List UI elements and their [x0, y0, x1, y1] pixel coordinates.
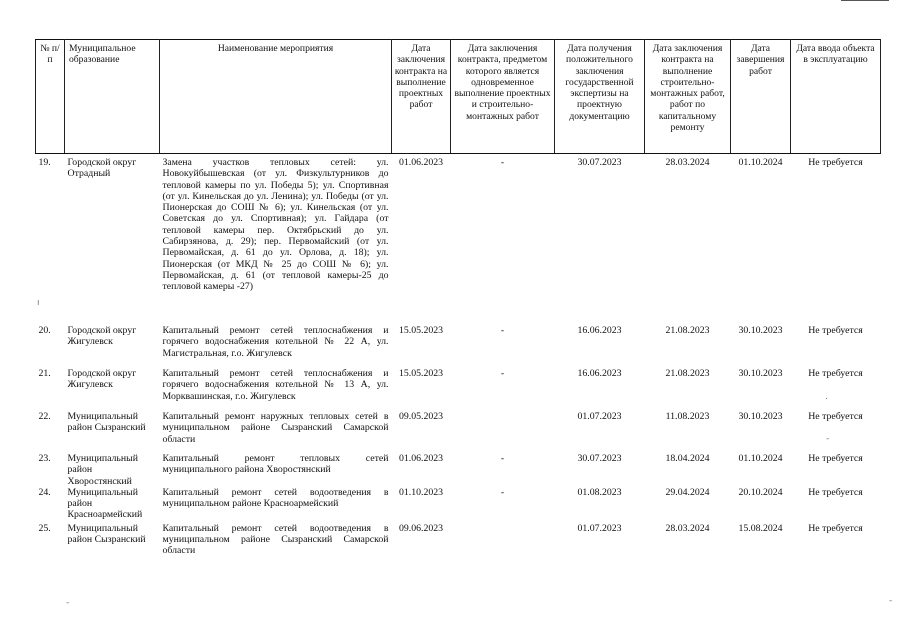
row-commissioning-date: Не требуется — [808, 522, 863, 534]
row-expertise-date: 30.07.2023 — [577, 453, 622, 464]
row-combined-contract-date: - — [500, 368, 505, 379]
scan-edge-line — [841, 0, 889, 1]
header-num: № п/п — [36, 40, 65, 154]
row-completion-date: 30.10.2023 — [738, 368, 783, 379]
row-commissioning-date: Не требуется — [808, 486, 863, 498]
row-construction-contract-date: 28.03.2024 — [665, 522, 710, 534]
row-event: Капитальный ремонт тепловых сетей муниципального района Хворостянский — [162, 453, 389, 476]
events-table — [35, 39, 881, 563]
row-construction-contract-date: 21.08.2023 — [665, 325, 710, 336]
table-row — [36, 325, 881, 368]
row-combined-contract-date: - — [500, 325, 505, 336]
row-commissioning-date: Не требуется — [808, 453, 863, 464]
row-expertise-date: 16.06.2023 — [577, 325, 622, 336]
header-expertise-date: Дата получения положительного заключения государственной экспертизы на проектную документацию — [555, 40, 645, 154]
table-header-row — [36, 40, 881, 154]
row-construction-contract-date: 28.03.2024 — [665, 157, 710, 168]
row-municipality: Городской округ Жигулевск — [67, 368, 137, 391]
row-municipality: Городской округ Отрадный — [67, 157, 137, 180]
row-num: 21. — [38, 368, 51, 379]
row-event: Капитальный ремонт сетей теплоснабжения и горячего водоснабжения котельной № 13 А, ул. Морквашинская, г.о. Жигулевск — [162, 368, 389, 402]
row-completion-date: 01.10.2024 — [738, 453, 783, 464]
header-design-contract-date: Дата заключения контракта на выполнение проектных работ — [392, 40, 451, 154]
row-completion-date: 15.08.2024 — [738, 522, 783, 534]
scan-speck: - — [889, 596, 893, 606]
scan-speck: - — [66, 598, 70, 608]
row-municipality: Муниципальный район Сызранский — [67, 522, 146, 546]
header-municipality: Муниципальное образование — [65, 40, 160, 154]
row-expertise-date: 01.07.2023 — [577, 522, 622, 534]
row-municipality: Муниципальный район Сызранский — [67, 411, 146, 434]
row-event: Замена участков тепловых сетей: ул. Новокуйбышевская (от ул. Физкультурников до тепловой камеры по ул. Победы 5); ул. Спортивная (от ул. Кинельская до ул. Ленина); ул. Победы (от ул. Пионерская до СОШ № 6); ул. Кинельская (от ул. Советская до ул. Спортивная); ул. Гайдара (от тепловой камеры пер. Октябрьский до ул. Сабирзянова, д. 29); пер. Первомайский (от ул. Первомайская, д. 61 до ул. Орлова, д. 18); ул. Пионерская (от МКД № 25 до СОШ № 6); ул. Первомайская, д. 61 (от тепловой камеры-25 до тепловой камеры -27) — [162, 157, 389, 293]
table-row — [36, 487, 881, 523]
row-construction-contract-date: 29.04.2024 — [665, 486, 710, 498]
row-num: 23. — [38, 453, 51, 464]
row-expertise-date: 01.07.2023 — [577, 411, 622, 422]
table-row — [36, 411, 881, 453]
row-municipality: Муниципальный район Хворостянский — [67, 453, 138, 487]
row-event: Капитальный ремонт сетей водоотведения в муниципальном районе Красноармейский — [162, 486, 389, 510]
row-construction-contract-date: 11.08.2023 — [665, 411, 710, 422]
row-municipality: Городской округ Жигулевск — [67, 325, 137, 348]
row-construction-contract-date: 18.04.2024 — [665, 453, 710, 464]
row-design-contract-date: 09.05.2023 — [398, 411, 444, 422]
row-construction-contract-date: 21.08.2023 — [665, 368, 710, 379]
row-commissioning-date: Не требуется — [808, 325, 863, 336]
scan-speck: . — [825, 392, 828, 402]
row-num: 25. — [38, 522, 51, 534]
scan-speck: ı — [37, 298, 40, 308]
row-commissioning-date: Не требуется — [808, 368, 863, 379]
row-completion-date: 01.10.2024 — [738, 157, 783, 168]
header-combined-contract-date: Дата заключения контракта, предметом которого является одновременное выполнение проектных и строительно-монтажных работ — [451, 40, 555, 154]
row-num: 19. — [38, 157, 51, 168]
row-commissioning-date: Не требуется — [808, 411, 863, 422]
row-combined-contract-date: - — [500, 486, 505, 498]
row-design-contract-date: 15.05.2023 — [398, 368, 444, 379]
row-completion-date: 20.10.2024 — [738, 486, 783, 498]
row-combined-contract-date — [451, 411, 555, 453]
row-combined-contract-date: - — [500, 453, 505, 464]
row-num: 20. — [38, 325, 51, 336]
row-completion-date: 30.10.2023 — [738, 411, 783, 422]
header-construction-contract-date: Дата заключения контракта на выполнение строительно-монтажных работ, работ по капитальному ремонту — [645, 40, 731, 154]
row-design-contract-date: 01.06.2023 — [398, 157, 444, 168]
row-num: 22. — [38, 411, 51, 422]
row-municipality: Муниципальный район Красноармейский — [67, 486, 143, 521]
header-commissioning-date: Дата ввода объекта в эксплуатацию — [791, 40, 881, 154]
table-row — [36, 154, 881, 326]
row-event: Капитальный ремонт наружных тепловых сетей в муниципальном районе Сызранский Самарской области — [162, 411, 389, 445]
row-expertise-date: 01.08.2023 — [577, 486, 622, 498]
row-combined-contract-date: - — [500, 157, 505, 168]
header-completion-date: Дата завершения работ — [731, 40, 791, 154]
row-event: Капитальный ремонт сетей водоотведения в муниципальном районе Сызранский Самарской области — [162, 522, 389, 557]
row-design-contract-date: 01.10.2023 — [398, 486, 444, 498]
scan-speck: - — [826, 434, 830, 444]
row-expertise-date: 16.06.2023 — [577, 368, 622, 379]
row-design-contract-date: 09.06.2023 — [398, 522, 444, 534]
table-row — [36, 453, 881, 487]
row-num: 24. — [38, 486, 51, 498]
row-commissioning-date: Не требуется — [808, 157, 863, 168]
table-row — [36, 368, 881, 411]
row-event: Капитальный ремонт сетей теплоснабжения и горячего водоснабжения котельной № 22 А, ул. Магистральная, г.о. Жигулевск — [162, 325, 389, 359]
row-design-contract-date: 01.06.2023 — [398, 453, 444, 464]
table-row — [36, 523, 881, 563]
row-combined-contract-date — [451, 523, 555, 563]
header-event: Наименование мероприятия — [160, 40, 392, 154]
row-design-contract-date: 15.05.2023 — [398, 325, 444, 336]
row-completion-date: 30.10.2023 — [738, 325, 783, 336]
row-expertise-date: 30.07.2023 — [577, 157, 622, 168]
